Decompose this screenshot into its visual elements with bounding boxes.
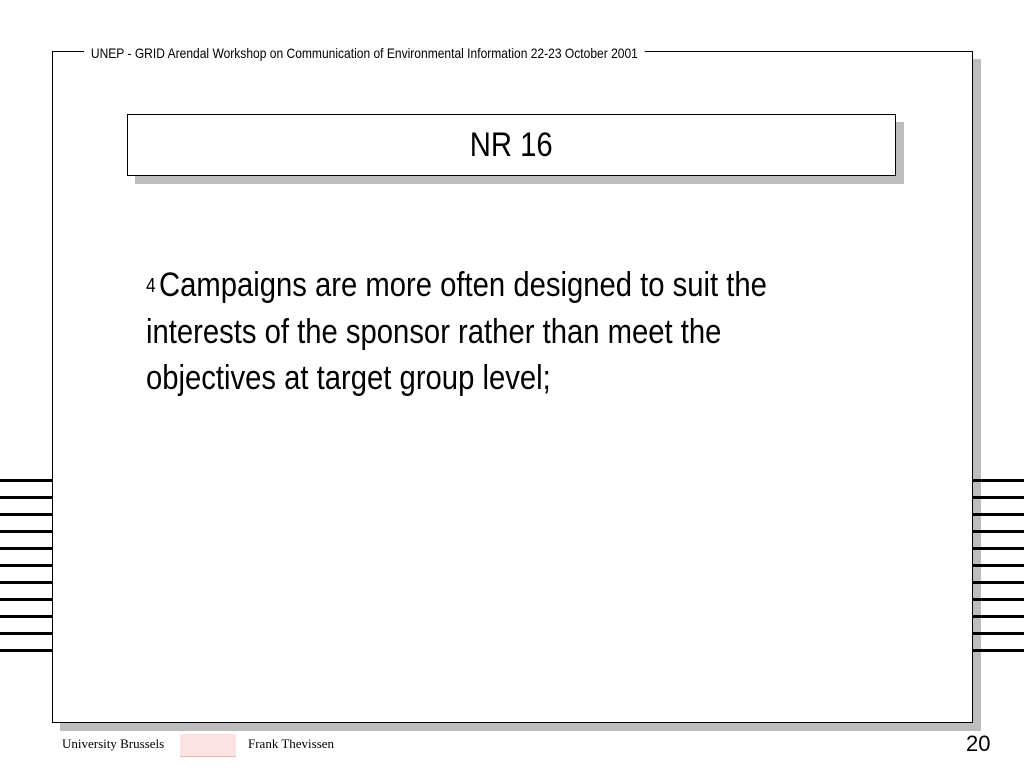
stripe bbox=[972, 479, 1024, 482]
page-number: 20 bbox=[966, 731, 991, 756]
stripe bbox=[972, 547, 1024, 550]
bullet-marker: 4 bbox=[146, 275, 156, 297]
right-stripe-decoration bbox=[972, 479, 1024, 654]
stripe bbox=[0, 496, 52, 499]
stripe bbox=[0, 530, 52, 533]
bullet-text: Campaigns are more often designed to suit the interests of the sponsor rather than meet the objectives at target group level; bbox=[146, 266, 767, 397]
title-box bbox=[127, 114, 896, 176]
footer-institution: University Brussels bbox=[62, 736, 165, 751]
stripe bbox=[972, 632, 1024, 635]
stripe bbox=[972, 564, 1024, 567]
stripe bbox=[972, 581, 1024, 584]
stripe bbox=[972, 530, 1024, 533]
bullet-item bbox=[146, 262, 834, 401]
stripe bbox=[972, 649, 1024, 652]
stripe bbox=[0, 615, 52, 618]
footer-author: Frank Thevissen bbox=[248, 736, 335, 751]
stripe bbox=[0, 632, 52, 635]
stripe bbox=[0, 547, 52, 550]
slide-header: UNEP - GRID Arendal Workshop on Communication of Environmental Information 22-23 October 2001 bbox=[84, 44, 645, 62]
stripe bbox=[972, 496, 1024, 499]
stripe bbox=[972, 615, 1024, 618]
slide-title: NR 16 bbox=[470, 125, 553, 164]
university-logo bbox=[180, 734, 236, 757]
stripe bbox=[0, 649, 52, 652]
stripe bbox=[0, 598, 52, 601]
stripe bbox=[972, 598, 1024, 601]
stripe bbox=[0, 513, 52, 516]
stripe bbox=[0, 479, 52, 482]
stripe bbox=[0, 581, 52, 584]
left-stripe-decoration bbox=[0, 479, 52, 654]
stripe bbox=[972, 513, 1024, 516]
stripe bbox=[0, 564, 52, 567]
